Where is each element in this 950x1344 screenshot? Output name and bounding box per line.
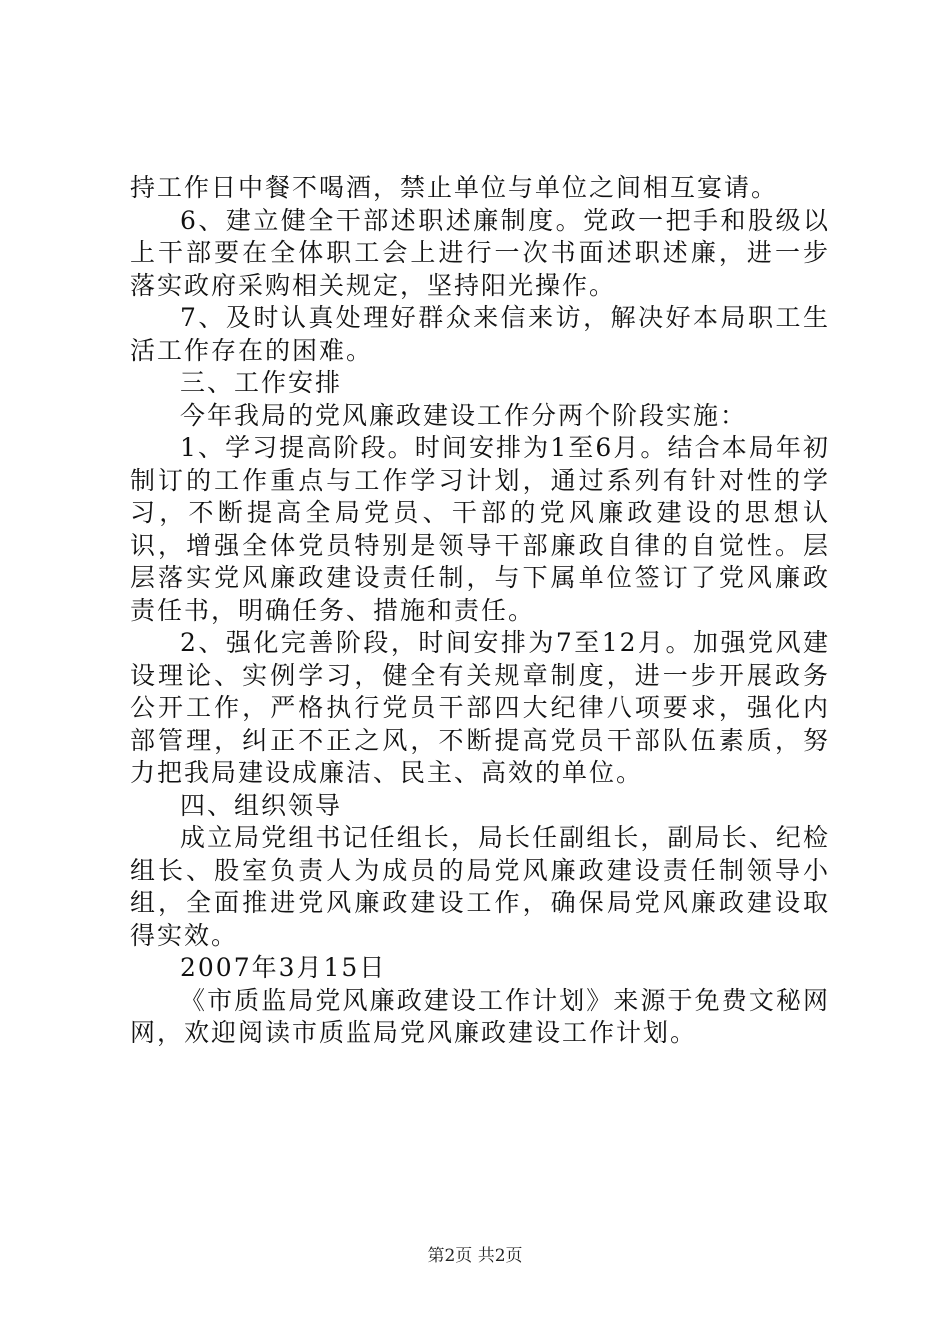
- source-note: 《市质监局党风廉政建设工作计划》来源于免费文秘网网，欢迎阅读市质监局党风廉政建设工作计划。: [130, 985, 830, 1047]
- paragraph-1: 持工作日中餐不喝酒，禁止单位与单位之间相互宴请。: [130, 173, 779, 202]
- section-heading-work-arrangement: 三、工作安排: [180, 368, 343, 397]
- paragraph-9: 成立局党组书记任组长，局长任副组长，副局长、纪检组长、股室负责人为成员的局党风廉政建设责任制领导小组，全面推进党风廉政建设工作，确保局党风廉政建设取得实效。: [130, 823, 830, 950]
- page-number-footer: 第2页 共2页: [427, 1246, 523, 1266]
- paragraph-6: 1、学习提高阶段。时间安排为1至6月。结合本局年初制订的工作重点与工作学习计划，通过系列有针对性的学习，不断提高全局党员、干部的党风廉政建设的思想认识，增强全体党员特别是领导干部廉政自律的自觉性。层层落实党风廉政建设责任制，与下属单位签订了党风廉政责任书，明确任务、措施和责任。: [130, 433, 830, 625]
- section-heading-organization: 四、组织领导: [180, 790, 343, 820]
- paragraph-7: 2、强化完善阶段，时间安排为7至12月。加强党风建设理论、实例学习，健全有关规章制度，进一步开展政务公开工作，严格执行党员干部四大纪律八项要求，强化内部管理，纠正不正之风，不断提高党员干部队伍素质，努力把我局建设成廉洁、民主、高效的单位。: [130, 628, 830, 787]
- paragraph-3: 7、及时认真处理好群众来信来访，解决好本局职工生活工作存在的困难。: [130, 303, 830, 365]
- paragraph-5: 今年我局的党风廉政建设工作分两个阶段实施：: [180, 400, 748, 430]
- document-body: [130, 172, 830, 1050]
- document-date: 2007年3月15日: [180, 953, 387, 982]
- paragraph-2: 6、建立健全干部述职述廉制度。党政一把手和股级以上干部要在全体职工会上进行一次书面述职述廉，进一步落实政府采购相关规定，坚持阳光操作。: [130, 205, 830, 300]
